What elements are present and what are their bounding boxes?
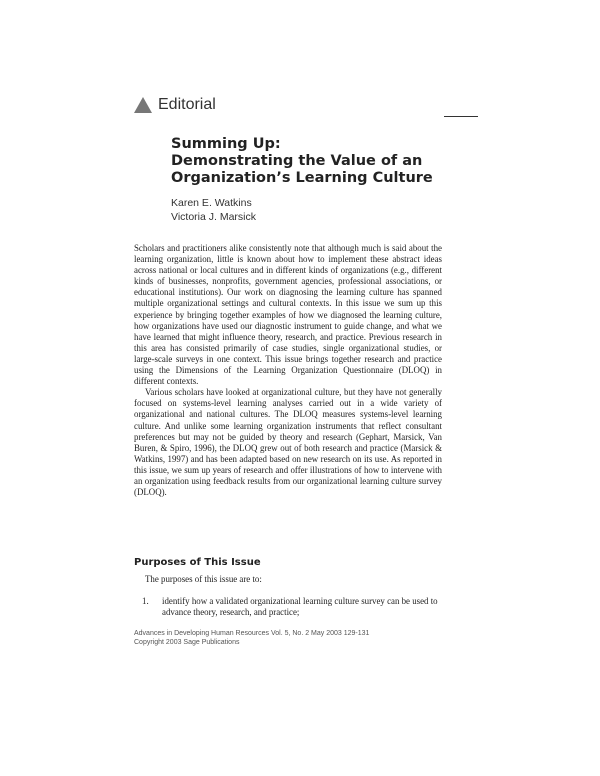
list-item-text: identify how a validated organizational learning culture survey can be used to advance theory, research, and practice; [162, 596, 438, 617]
list-item-number: 1. [142, 596, 149, 606]
triangle-icon [134, 97, 152, 113]
list-item [134, 596, 442, 618]
author-list [171, 196, 256, 224]
copyright-notice: Copyright 2003 Sage Publications [134, 639, 240, 646]
header-rule [444, 116, 478, 117]
title-line-3: Organization’s Learning Culture [171, 170, 433, 186]
journal-citation: Advances in Developing Human Resources Vol. 5, No. 2 May 2003 129-131 [134, 630, 370, 637]
author-name: Karen E. Watkins [171, 197, 252, 209]
body-paragraph-2: Various scholars have looked at organizational culture, but they have not generally focused on systems-level learning analyses carried out in a wide variety of organizational and national cultures. The DLOQ measures systems-level learning culture. And unlike some learning organization instruments that reflect consultant preferences but may not be guided by theory and research (Gephart, Marsick, Van Buren, & Spiro, 1996), the DLOQ grew out of both research and practice (Marsick & Watkins, 1997) and has been adapted based on new research on its use. As reported in this issue, we sum up years of research and offer illustrations of how to intervene with an organization using feedback results from our organizational learning culture survey (DLOQ). [134, 387, 442, 498]
page-footer [134, 629, 369, 647]
section-heading: Purposes of This Issue [134, 557, 261, 568]
body-paragraph-1: Scholars and practitioners alike consistently note that although much is said about the learning organization, little is known about how to implement these abstract ideas across national or local cultures and in different kinds of organizations (e.g., different kinds of businesses, nonprofits, government agencies, professional associations, or educational institutions). Our work on diagnosing the learning culture has spanned multiple organizational settings and cultural contexts. In this issue we sum up this experience by bringing together examples of how we diagnosed the learning culture, how organizations have used our diagnostic instrument to guide change, and what we have learned that might influence theory, research, and practice. Previous research in this area has consisted primarily of case studies, single organizational studies, or large-scale surveys in one context. This issue brings together research and practice using the Dimensions of the Learning Organization Questionnaire (DLOQ) in different contexts. [134, 243, 442, 387]
section-tag [134, 96, 216, 114]
author-name: Victoria J. Marsick [171, 211, 256, 223]
section-label: Editorial [158, 96, 216, 113]
title-line-2: Demonstrating the Value of an [171, 153, 423, 169]
purposes-lead: The purposes of this issue are to: [145, 574, 262, 584]
title-line-1: Summing Up: [171, 136, 281, 152]
article-body [134, 243, 442, 498]
article-title [171, 136, 471, 187]
